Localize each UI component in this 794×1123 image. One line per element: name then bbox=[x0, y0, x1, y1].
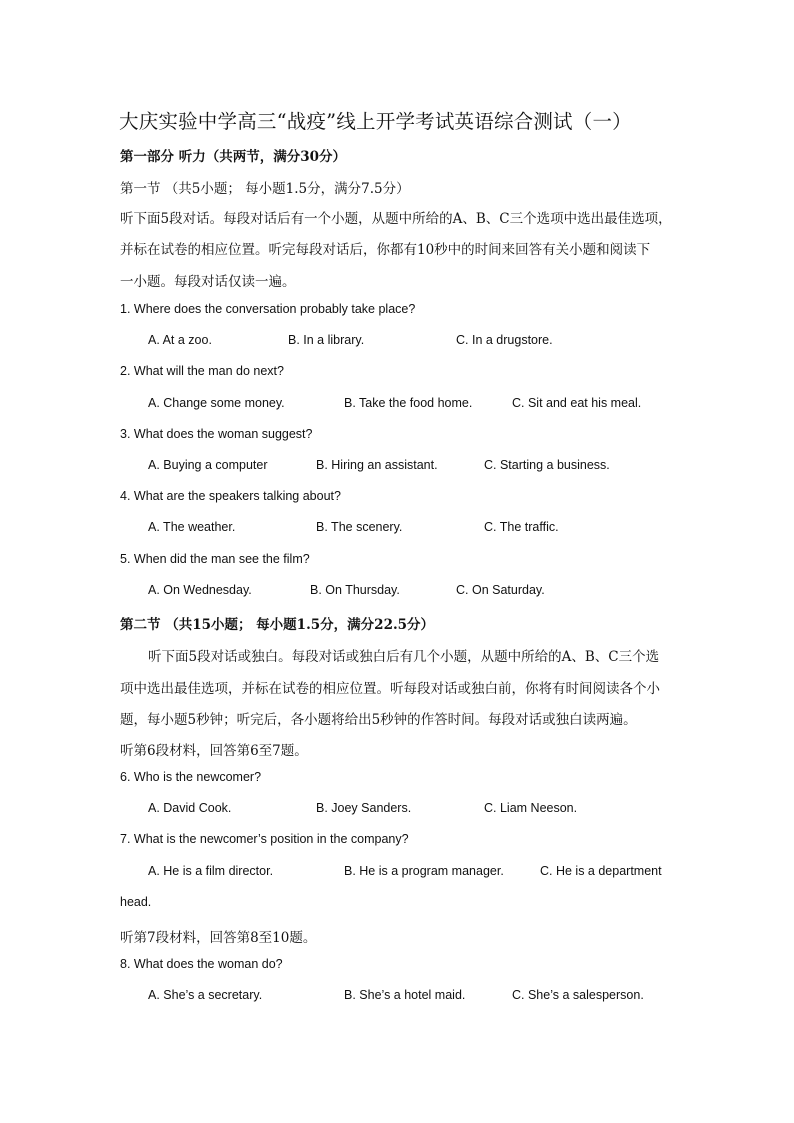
exam-title: 大庆实验中学高三“战疫”线上开学考试英语综合测试（一） bbox=[119, 110, 632, 133]
q2-option-b: B. Take the food home. bbox=[344, 396, 473, 410]
q8-option-b: B. She’s a hotel maid. bbox=[344, 988, 466, 1002]
q2-option-a: A. Change some money. bbox=[148, 396, 285, 410]
q3-option-b: B. Hiring an assistant. bbox=[316, 458, 438, 472]
q7-option-b: B. He is a program manager. bbox=[344, 864, 504, 878]
part1-heading: 第一部分 听力（共两节，满分30分） bbox=[120, 149, 346, 165]
q3-option-a: A. Buying a computer bbox=[148, 458, 268, 472]
q5-option-b: B. On Thursday. bbox=[310, 583, 400, 597]
section2-instruction-line-3: 题，每小题5秒钟；听完后，各小题将给出5秒钟的作答时间。每段对话或独白读两遍。 bbox=[120, 712, 637, 728]
q1-option-c: C. In a drugstore. bbox=[456, 333, 553, 347]
section1-instruction-line-1: 听下面5段对话。每段对话后有一个小题，从题中所给的A、B、C三个选项中选出最佳选项， bbox=[120, 211, 672, 227]
section1-heading: 第一节 （共5小题； 每小题1.5分，满分7.5分） bbox=[120, 181, 410, 197]
question-2: 2. What will the man do next? bbox=[120, 364, 284, 378]
q4-option-c: C. The traffic. bbox=[484, 520, 559, 534]
material-7-instruction: 听第7段材料，回答第8至10题。 bbox=[120, 930, 317, 946]
section1-instruction-line-2: 并标在试卷的相应位置。听完每段对话后，你都有10秒中的时间来回答有关小题和阅读下 bbox=[120, 242, 651, 258]
q7-option-c: C. He is a department bbox=[540, 864, 662, 878]
section1-instruction-line-3: 一小题。每段对话仅读一遍。 bbox=[120, 274, 296, 290]
q6-option-a: A. David Cook. bbox=[148, 801, 232, 815]
question-4: 4. What are the speakers talking about? bbox=[120, 489, 341, 503]
q2-option-c: C. Sit and eat his meal. bbox=[512, 396, 642, 410]
question-1: 1. Where does the conversation probably take place? bbox=[120, 302, 416, 316]
q6-option-b: B. Joey Sanders. bbox=[316, 801, 412, 815]
q6-option-c: C. Liam Neeson. bbox=[484, 801, 578, 815]
question-8: 8. What does the woman do? bbox=[120, 957, 283, 971]
question-3: 3. What does the woman suggest? bbox=[120, 427, 313, 441]
q5-option-a: A. On Wednesday. bbox=[148, 583, 252, 597]
q3-option-c: C. Starting a business. bbox=[484, 458, 610, 472]
q7-option-a: A. He is a film director. bbox=[148, 864, 274, 878]
section2-instruction-line-1: 听下面5段对话或独白。每段对话或独白后有几个小题，从题中所给的A、B、C三个选 bbox=[148, 649, 660, 665]
question-5: 5. When did the man see the film? bbox=[120, 552, 310, 566]
q5-option-c: C. On Saturday. bbox=[456, 583, 545, 597]
q4-option-a: A. The weather. bbox=[148, 520, 236, 534]
question-7: 7. What is the newcomer’s position in the company? bbox=[120, 832, 409, 846]
section2-instruction-line-2: 项中选出最佳选项，并标在试卷的相应位置。听每段对话或独白前，你将有时间阅读各个小 bbox=[120, 681, 660, 697]
material-6-instruction: 听第6段材料，回答第6至7题。 bbox=[120, 743, 308, 759]
q8-option-c: C. She’s a salesperson. bbox=[512, 988, 644, 1002]
q1-option-b: B. In a library. bbox=[288, 333, 365, 347]
q4-option-b: B. The scenery. bbox=[316, 520, 403, 534]
section2-heading: 第二节 （共15小题； 每小题1.5分，满分22.5分） bbox=[120, 617, 435, 633]
q1-option-a: A. At a zoo. bbox=[148, 333, 212, 347]
question-6: 6. Who is the newcomer? bbox=[120, 770, 262, 784]
q8-option-a: A. She’s a secretary. bbox=[148, 988, 263, 1002]
q7-option-c-continued: head. bbox=[120, 895, 152, 909]
